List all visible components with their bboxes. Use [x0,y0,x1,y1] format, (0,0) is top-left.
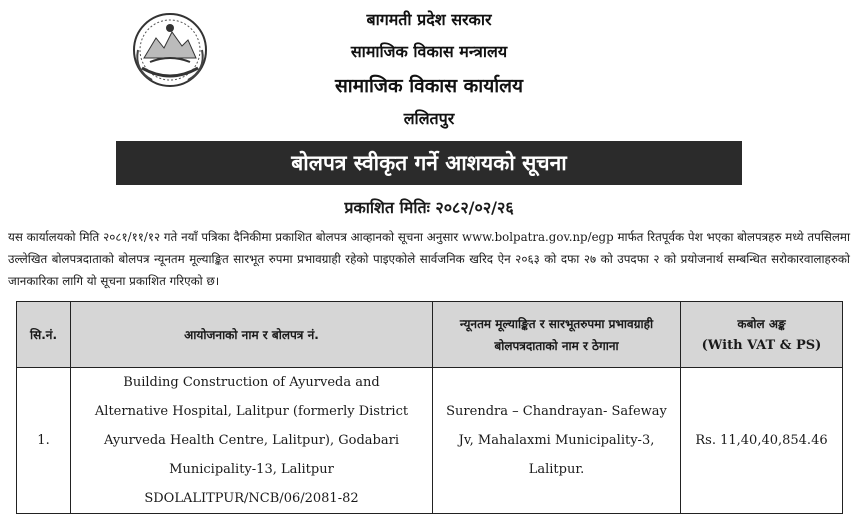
notice-body-text: यस कार्यालयको मिति २०८१/११/१२ गते नयाँ पत्रिका दैनिकीमा प्रकाशित बोलपत्र आव्हानको सूचना अनुसार www.bolpatra.gov.np/egp मार्फत रितपूर्वक पेश भएका बोलपत्रहरु मध्ये तपसिलमा उल्लेखित बोलपत्रदाताको बोलपत्र न्यूनतम मूल्याङ्कित सारभूत रुपमा प्रभावग्राही रहेको पाइएकोले सार्वजनिक खरिद ऐन २०६३ को दफा २७ को उपदफा २ को प्रयोजनार्थ सम्बन्धित सरोकारवालाहरुको जानकारिका लागि यो सूचना प्रकाशित गरिएको छ। [8,230,850,288]
header-amount [681,302,843,368]
notice-title-banner [116,141,742,185]
header-amount-line1: कबोल अङ्क [737,316,786,331]
office-location: ललितपुर [403,109,455,128]
header-project: आयोजनाको नाम र बोलपत्र नं. [71,302,433,368]
office-name: सामाजिक विकास कार्यालय [334,75,524,97]
table-header-row [17,302,843,368]
header-bidder-line1: न्यूनतम मूल्याङ्कित र सारभूतरुपमा प्रभावग्राही [459,316,654,331]
row-sn: 1. [17,368,71,514]
row-amount: Rs. 11,40,40,854.46 [681,368,843,514]
province-name: बागमती प्रदेश सरकार [366,10,492,29]
row-project: Building Construction of Ayurveda and Alternative Hospital, Lalitpur (formerly District Ayurveda Health Centre, Lalitpur), Godabari Municipality-13, Lalitpur SDOLALITPUR/NCB/06/2081-82 [71,368,433,514]
header-amount-line2: (With VAT & PS) [701,337,822,353]
ministry-name: सामाजिक विकास मन्त्रालय [350,42,508,61]
bid-acceptance-table [16,301,843,514]
header-bidder-line2: बोलपत्रदाताको नाम र ठेगाना [494,338,619,353]
publication-date: प्रकाशित मितिः २०८२/०२/२६ [344,198,514,217]
notice-title: बोलपत्र स्वीकृत गर्ने आशयको सूचना [291,151,567,175]
row-bidder: Surendra – Chandrayan- Safeway Jv, Mahalaxmi Municipality-3, Lalitpur. [433,368,681,514]
table-row [17,368,843,514]
header-bidder [433,302,681,368]
header-sn: सि.नं. [17,302,71,368]
